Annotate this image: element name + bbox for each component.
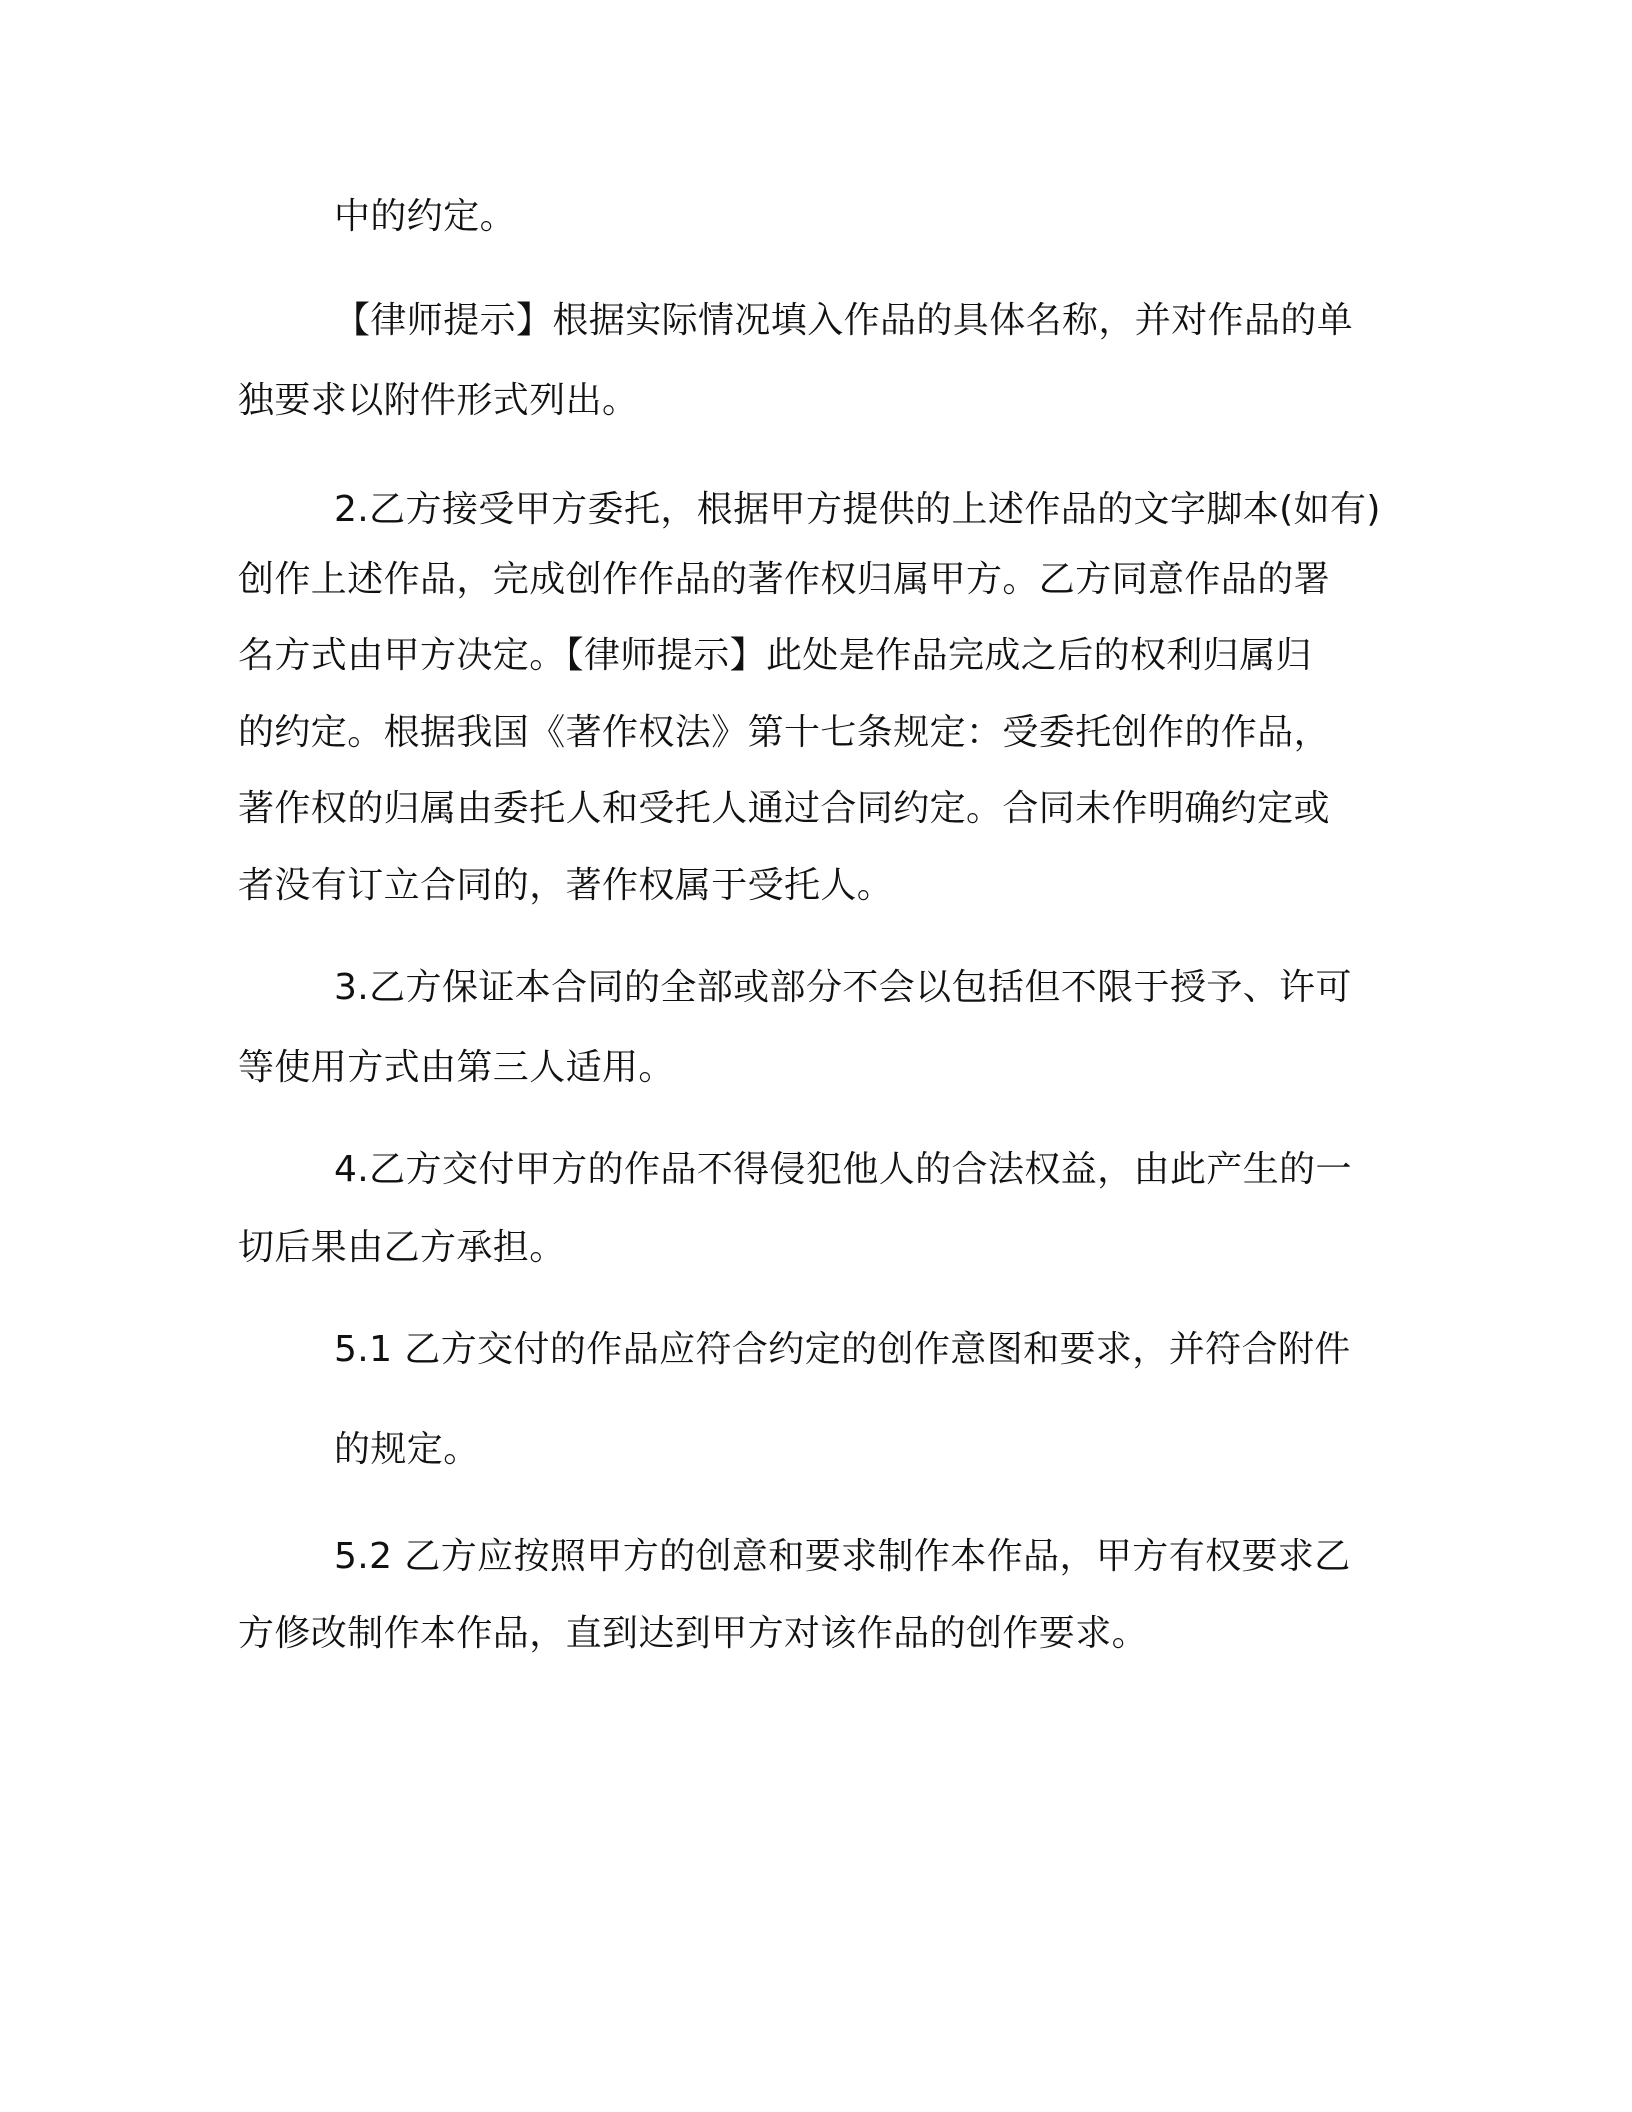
clause-5-2-line: 5.2 乙方应按照甲方的创意和要求制作本作品，甲方有权要求乙 (334, 1536, 1351, 1577)
text-line: 方修改制作本作品，直到达到甲方对该作品的创作要求。 (238, 1613, 1149, 1654)
text-line: 创作上述作品，完成创作作品的著作权归属甲方。乙方同意作品的署 (238, 559, 1331, 600)
text-line: 中的约定。 (334, 196, 517, 237)
clause-5-1-line: 5.1 乙方交付的作品应符合约定的创作意图和要求，并符合附件 (334, 1329, 1351, 1370)
text-line: 著作权的归属由委托人和受托人通过合同约定。合同未作明确约定或 (238, 788, 1331, 829)
clause-3-line: 3.乙方保证本合同的全部或部分不会以包括但不限于授予、许可 (334, 967, 1352, 1008)
text-line: 者没有订立合同的，著作权属于受托人。 (238, 865, 894, 906)
text-line: 等使用方式由第三人适用。 (238, 1047, 675, 1088)
lawyer-tip-line: 【律师提示】根据实际情况填入作品的具体名称，并对作品的单 (334, 300, 1354, 341)
text-line: 名方式由甲方决定。【律师提示】此处是作品完成之后的权利归属归 (238, 635, 1313, 676)
text-line: 的约定。根据我国《著作权法》第十七条规定：受委托创作的作品， (238, 712, 1331, 753)
text-line: 切后果由乙方承担。 (238, 1227, 566, 1268)
clause-4-line: 4.乙方交付甲方的作品不得侵犯他人的合法权益，由此产生的一 (334, 1149, 1352, 1190)
clause-2-line: 2.乙方接受甲方委托，根据甲方提供的上述作品的文字脚本(如有) (334, 489, 1381, 530)
text-line: 独要求以附件形式列出。 (238, 380, 639, 421)
text-line: 的规定。 (334, 1429, 480, 1470)
